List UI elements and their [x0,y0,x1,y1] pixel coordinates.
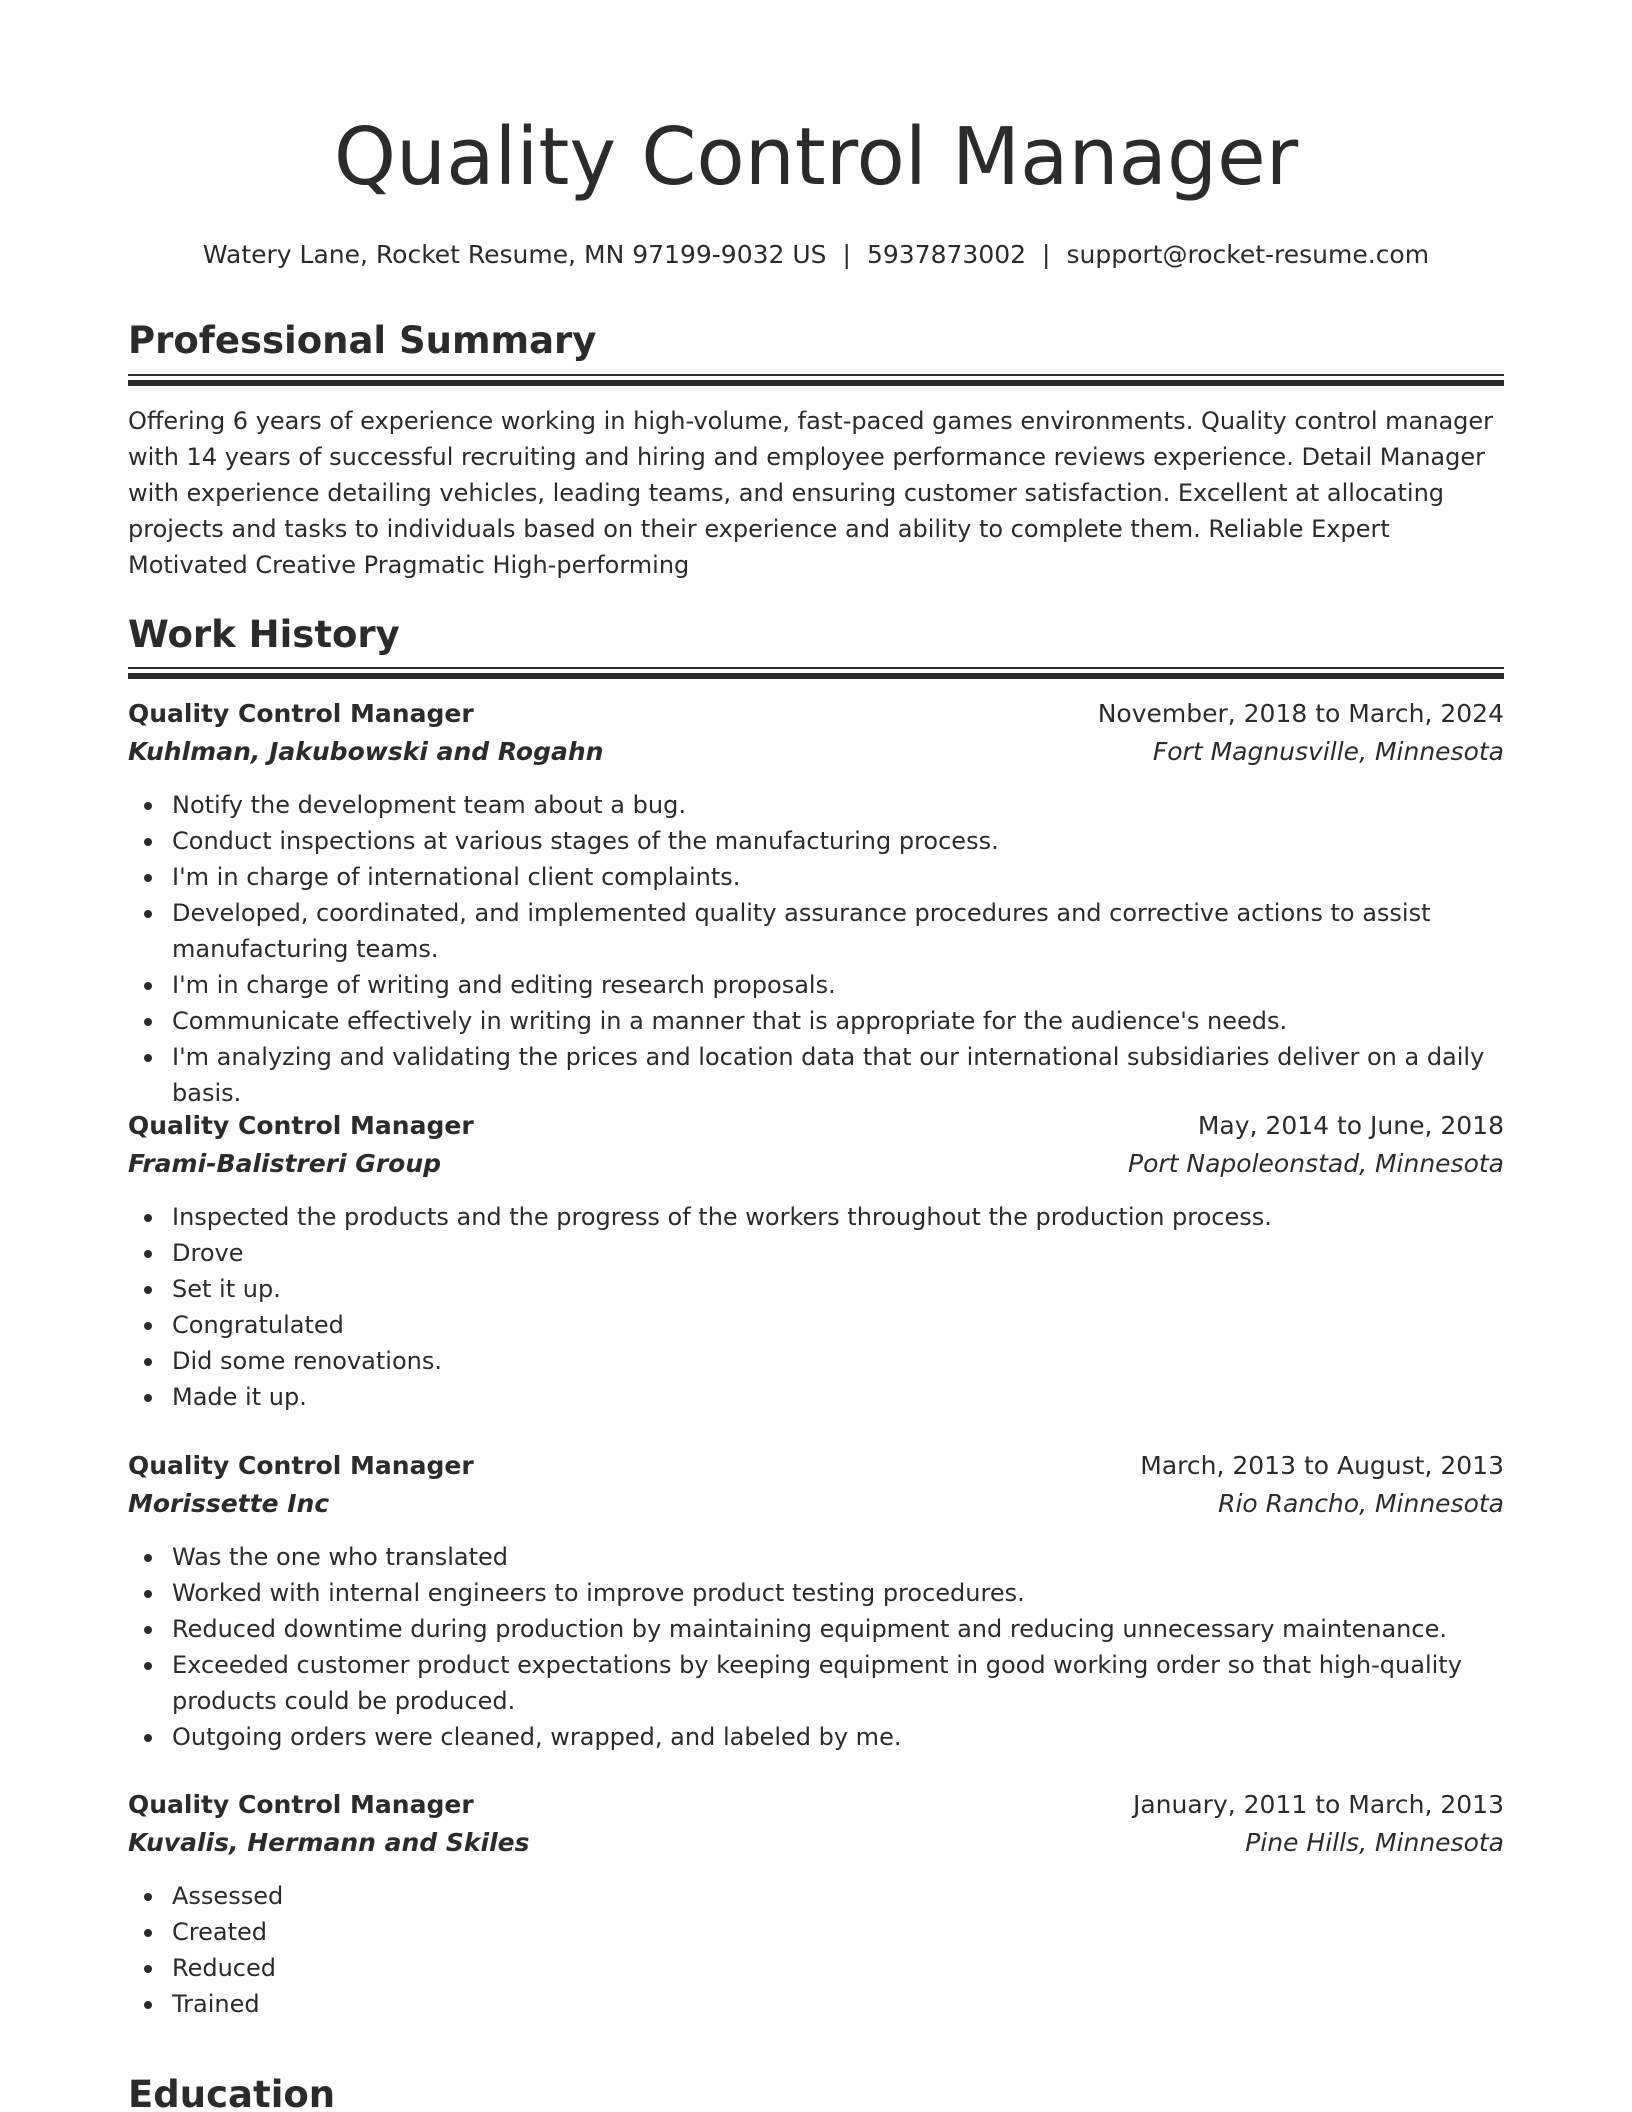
job-company: Kuvalis, Hermann and Skiles [128,1828,530,1857]
job-location: Pine Hills, Minnesota [1245,1828,1504,1857]
section-title-work-history: Work History [128,613,400,656]
contact-separator: | [1042,240,1051,269]
section-divider [128,667,1504,679]
job-bullet: Created [128,1914,1504,1950]
job-dates: May, 2014 to June, 2018 [1197,1111,1504,1140]
job-company: Morissette Inc [128,1489,330,1518]
job-entry [128,1447,1504,1755]
job-bullet: I'm analyzing and validating the prices and location data that our international subsidiaries deliver on a daily basis. [128,1039,1504,1111]
job-bullets [128,787,1504,1111]
job-bullet: Notify the development team about a bug. [128,787,1504,823]
section-title-summary: Professional Summary [128,319,597,362]
job-entry [128,695,1504,1111]
job-title: Quality Control Manager [128,1111,474,1140]
job-bullet: Inspected the products and the progress of the workers throughout the production process. [128,1199,1504,1235]
job-bullets [128,1539,1504,1755]
job-entry [128,1107,1504,1415]
job-bullet: Set it up. [128,1271,1504,1307]
job-bullet: Trained [128,1986,1504,2022]
job-bullet: Exceeded customer product expectations by keeping equipment in good working order so that high-quality products could be produced. [128,1647,1504,1719]
job-bullet: Developed, coordinated, and implemented quality assurance procedures and corrective actions to assist manufacturing teams. [128,895,1504,967]
job-bullet: I'm in charge of international client complaints. [128,859,1504,895]
job-bullet: Was the one who translated [128,1539,1504,1575]
job-location: Port Napoleonstad, Minnesota [1128,1149,1504,1178]
job-bullet: Made it up. [128,1379,1504,1415]
job-entry [128,1786,1504,2022]
job-company: Kuhlman, Jakubowski and Rogahn [128,737,604,766]
section-divider [128,374,1504,386]
job-title: Quality Control Manager [128,1451,474,1480]
job-bullet: Drove [128,1235,1504,1271]
job-bullet: Assessed [128,1878,1504,1914]
job-bullet: Outgoing orders were cleaned, wrapped, and labeled by me. [128,1719,1504,1755]
job-bullet: Communicate effectively in writing in a manner that is appropriate for the audience's needs. [128,1003,1504,1039]
job-dates: March, 2013 to August, 2013 [1140,1451,1504,1480]
job-bullet: Reduced downtime during production by maintaining equipment and reducing unnecessary maintenance. [128,1611,1504,1647]
contact-phone: 5937873002 [866,240,1027,269]
job-dates: November, 2018 to March, 2024 [1097,699,1504,728]
contact-line [128,242,1504,267]
contact-email: support@rocket-resume.com [1066,240,1430,269]
job-bullets [128,1878,1504,2022]
job-title: Quality Control Manager [128,1790,474,1819]
resume-name: Quality Control Manager [333,111,1299,203]
job-company: Frami-Balistreri Group [128,1149,442,1178]
job-bullet: Worked with internal engineers to improve product testing procedures. [128,1575,1504,1611]
job-location: Rio Rancho, Minnesota [1218,1489,1504,1518]
job-bullet: Did some renovations. [128,1343,1504,1379]
job-bullet: Reduced [128,1950,1504,1986]
job-bullet: Congratulated [128,1307,1504,1343]
job-location: Fort Magnusville, Minnesota [1152,737,1504,766]
section-title-education: Education [128,2073,336,2112]
summary-text: Offering 6 years of experience working in high-volume, fast-paced games environments. Quality control manager with 14 years of successful recruiting and hiring and employee performance reviews experience. Detail Manager with experience detailing vehicles, leading teams, and ensuring customer satisfaction. Excellent at allocating projects and tasks to individuals based on their experience and ability to complete them. Reliable Expert Motivated Creative Pragmatic High-performing [128,407,1494,579]
contact-separator: | [842,240,851,269]
job-title: Quality Control Manager [128,699,474,728]
job-dates: January, 2011 to March, 2013 [1132,1790,1504,1819]
job-bullet: I'm in charge of writing and editing research proposals. [128,967,1504,1003]
job-bullets [128,1199,1504,1415]
job-bullet: Conduct inspections at various stages of the manufacturing process. [128,823,1504,859]
contact-address: Watery Lane, Rocket Resume, MN 97199-9032 US [202,240,827,269]
